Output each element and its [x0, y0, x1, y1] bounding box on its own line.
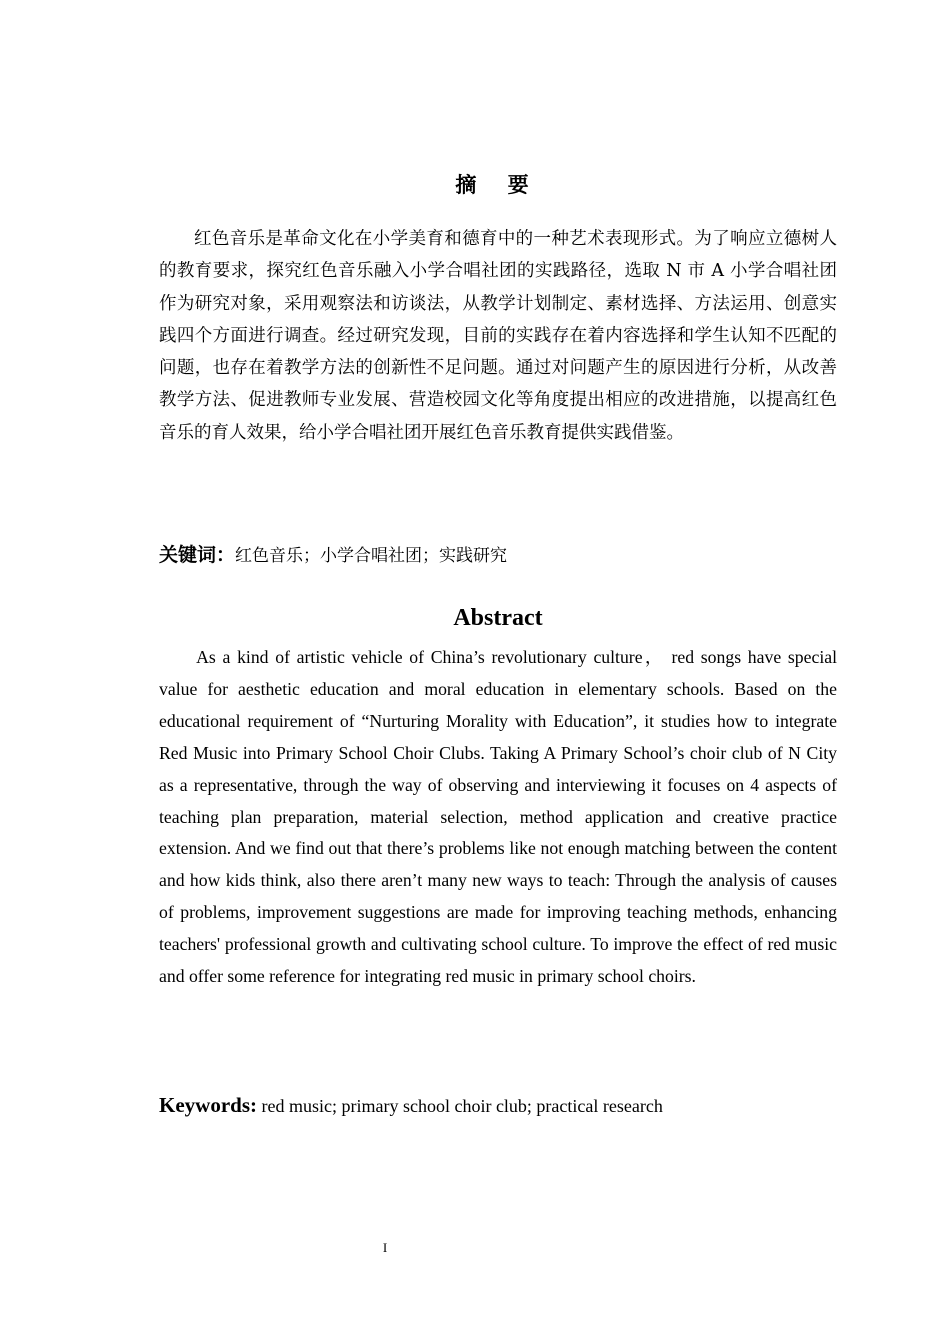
- chinese-keywords-label: 关键词：: [159, 544, 236, 566]
- english-keywords: [159, 1090, 837, 1121]
- english-abstract-body: As a kind of artistic vehicle of China’s revolutionary culture， red songs have special value for aesthetic education and moral education in elementary schools. Based on the educational requirement of “Nurturing Morality with Education”, it studies how to integrate Red Music into Primary School Choir Clubs. Taking A Primary School’s choir club of N City as a representative, through the way of observing and interviewing it focuses on 4 aspects of teaching plan preparation, material selection, method application and creative practice extension. And we find out that there’s problems like not enough matching between the content and how kids think, also there aren’t many new ways to teach: Through the analysis of causes of problems, improvement suggestions are made for improving teaching methods, enhancing teachers' professional growth and cultivating school culture. To improve the effect of red music and offer some reference for integrating red music in primary school choirs.: [159, 647, 837, 987]
- page-number: I: [382, 1240, 388, 1255]
- english-keywords-text: red music; primary school choir club; practical research: [257, 1096, 663, 1116]
- english-keywords-label: Keywords:: [159, 1093, 257, 1117]
- english-abstract-title: Abstract: [453, 605, 543, 631]
- chinese-abstract-body: 红色音乐是革命文化在小学美育和德育中的一种艺术表现形式。为了响应立德树人的教育要求，探究红色音乐融入小学合唱社团的实践路径，选取 N 市 A 小学合唱社团作为研究对象，采用观察法和访谈法，从教学计划制定、素材选择、方法运用、创意实践四个方面进行调查。经过研究发现，目前的实践存在着内容选择和学生认知不匹配的问题，也存在着教学方法的创新性不足问题。通过对问题产生的原因进行分析，从改善教学方法、促进教师专业发展、营造校园文化等角度提出相应的改进措施，以提高红色音乐的育人效果，给小学合唱社团开展红色音乐教育提供实践借鉴。: [159, 229, 837, 443]
- chinese-keywords-text: 红色音乐；小学合唱社团；实践研究: [235, 546, 508, 566]
- chinese-keywords: [159, 540, 837, 571]
- chinese-abstract-title: 摘 要: [455, 173, 541, 197]
